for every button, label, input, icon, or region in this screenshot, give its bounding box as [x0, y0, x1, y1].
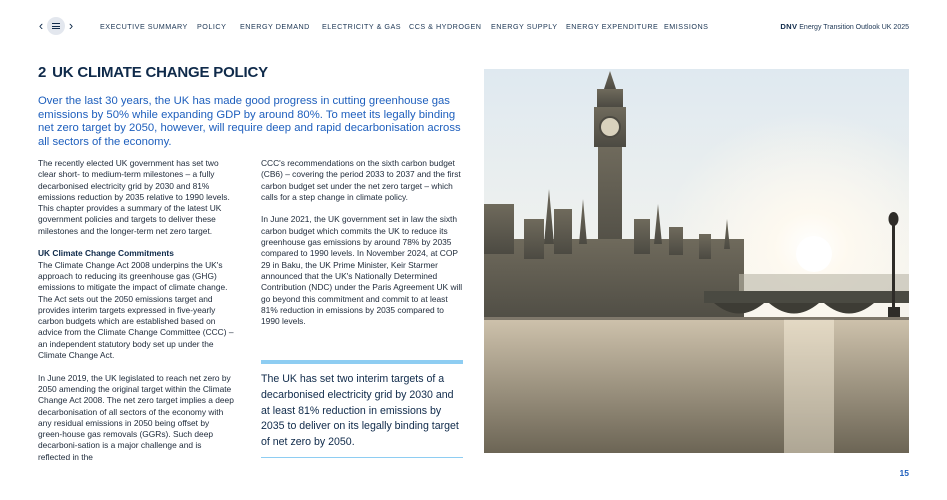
pull-quote-text: The UK has set two interim targets of a decarbonised electricity grid by 2030 and at least 81% reduction in emissions by 2035 to deliver on its legally binding target of net zero by 2050.	[261, 373, 459, 449]
nav-electricity-gas[interactable]: ELECTRICITY & GAS	[322, 22, 402, 31]
chapter-heading	[38, 64, 268, 81]
brand-logo: DNV	[780, 22, 798, 31]
text-column-right	[261, 158, 463, 339]
chevron-left-icon[interactable]: ‹	[38, 18, 44, 33]
brand-title	[780, 22, 909, 31]
page-number: 15	[899, 468, 909, 478]
nav-ccs-hydrogen[interactable]: CCS & HYDROGEN	[409, 22, 482, 31]
westminster-photo	[484, 69, 909, 453]
lead-paragraph: Over the last 30 years, the UK has made good progress in cutting greenhouse gas emissions by 50% while expanding GDP by around 80%. To meet its legally binding net zero target by 2050, however, will require deep and rapid decarbonisation across all sectors of the economy.	[38, 95, 461, 148]
body-paragraph: In June 2019, the UK legislated to reach net zero by 2050 amending the original target within the Climate Change Act 2008. The net zero target implies a deep decarbonisation of all sectors of the economy with any residual emissions in 2050 being offset by green-house gas removals (GGRs). Such deep decarboni-sation is a major challenge and is reflected in the	[38, 372, 234, 462]
top-navigation	[0, 0, 947, 52]
nav-energy-demand[interactable]: ENERGY DEMAND	[240, 22, 310, 31]
pull-quote	[261, 360, 463, 458]
nav-emissions[interactable]: EMISSIONS	[664, 22, 709, 31]
body-paragraph: In June 2021, the UK government set in law the sixth carbon budget which commits the UK to reduce its greenhouse gas emissions by around 78% by 2035 compared to 1990 levels. In November 2024, at COP 29 in Baku, the UK Prime Minister, Keir Starmer announced that the UK's Nationally Determined Contribution (NDC) under the Paris Agreement UK will go beyond this commitment and commit to at least 81% reduction in emissions by 2035 compared to 1990 levels.	[261, 214, 463, 327]
chapter-number: 2	[38, 64, 47, 81]
nav-energy-expenditure[interactable]: ENERGY EXPENDITURE	[566, 22, 659, 31]
chevron-right-icon[interactable]: ›	[68, 18, 74, 33]
chapter-title: UK CLIMATE CHANGE POLICY	[52, 64, 268, 81]
menu-icon[interactable]	[47, 17, 65, 35]
body-paragraph: The Climate Change Act 2008 underpins the UK's approach to reducing its greenhouse gas (GHG) emissions to mitigate the impact of climate change. The Act sets out the 2050 emissions target and provides interim targets expressed in five-yearly carbon budgets which are established based on advice from the Climate Change Committee (CCC) – an independent statutory body set up under the Climate Change Act.	[38, 259, 234, 361]
body-paragraph: The recently elected UK government has set two clear short- to medium-term milestones – a fully decarbonised electricity grid by 2030 and 81% emissions reduction by 2035 relative to 1990 levels. This chapter provides a summary of the latest UK government policies and targets to deliver these milestones and the longer-term net zero target.	[38, 158, 230, 236]
nav-energy-supply[interactable]: ENERGY SUPPLY	[491, 22, 558, 31]
body-paragraph: CCC's recommendations on the sixth carbon budget (CB6) – covering the period 2033 to 2037 and the first carbon budget set under the net zero target – which calls for a step change in climate policy.	[261, 158, 461, 202]
text-column-left	[38, 158, 234, 474]
nav-policy[interactable]: POLICY	[197, 22, 227, 31]
nav-executive-summary[interactable]: EXECUTIVE SUMMARY	[100, 22, 188, 31]
publication-title: Energy Transition Outlook UK 2025	[799, 24, 909, 31]
section-subheading: UK Climate Change Commitments	[38, 248, 174, 259]
